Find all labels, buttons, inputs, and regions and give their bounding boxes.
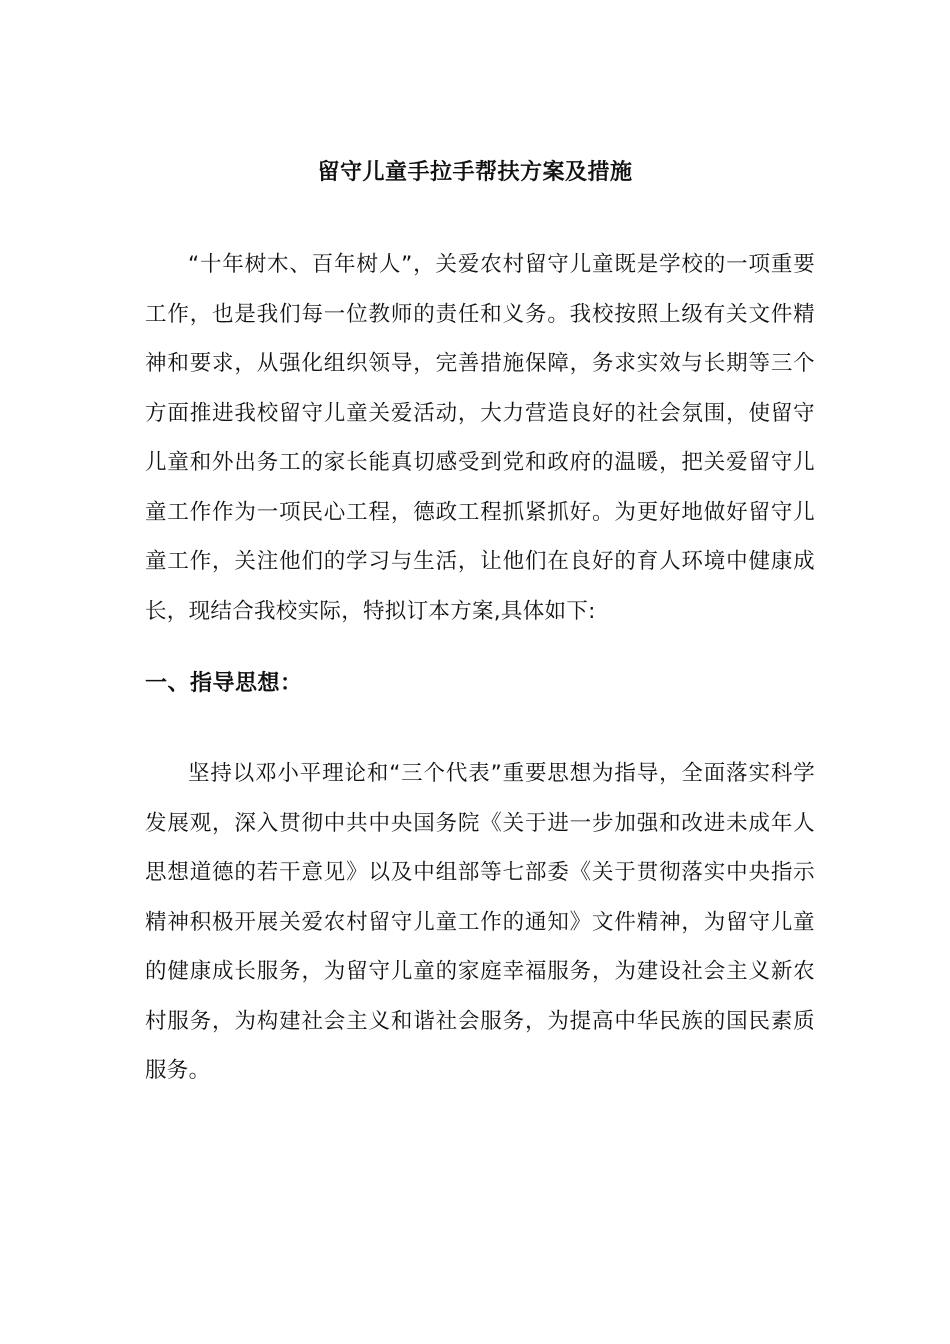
document-title: 留守儿童手拉手帮扶方案及措施 [317,160,633,185]
section-heading-guiding-ideology: 一、指导思想： [145,671,303,696]
guiding-ideology-paragraph: 坚持以邓小平理论和“三个代表”重要思想为指导，全面落实科学发展观，深入贯彻中共中央国务院《关于进一步加强和改进未成年人思想道德的若干意见》以及中组部等七部委《关于贯彻落实中央指示精神积极开展关爱农村留守儿童工作的通知》文件精神，为留守儿童的健康成长服务，为留守儿童的家庭幸福服务，为建设社会主义新农村服务，为构建社会主义和谐社会服务，为提高中华民族的国民素质服务。 [145,761,815,1083]
intro-paragraph: “十年树木、百年树人”，关爱农村留守儿童既是学校的一项重要工作，也是我们每一位教师的责任和义务。我校按照上级有关文件精神和要求，从强化组织领导，完善措施保障，务求实效与长期等三个方面推进我校留守儿童关爱活动，大力营造良好的社会氛围，使留守儿童和外出务工的家长能真切感受到党和政府的温暖，把关爱留守儿童工作作为一项民心工程，德政工程抓紧抓好。为更好地做好留守儿童工作，关注他们的学习与生活，让他们在良好的育人环境中健康成长，现结合我校实际，特拟订本方案,具体如下: [145,252,815,624]
